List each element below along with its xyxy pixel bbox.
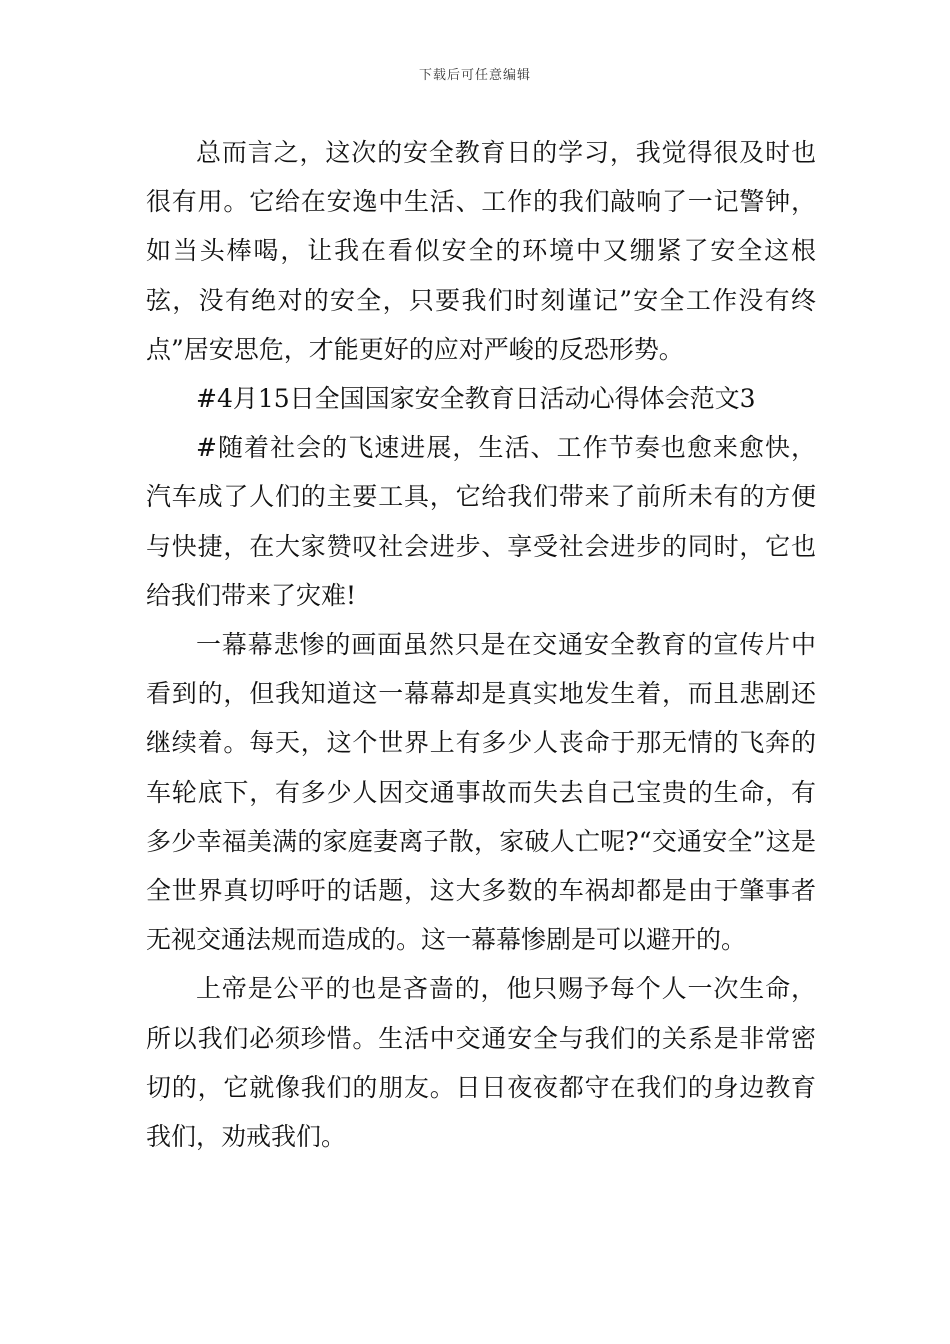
paragraph-traffic-tragedy: 一幕幕悲惨的画面虽然只是在交通安全教育的宣传片中看到的，但我知道这一幕幕却是真实地发生着，而且悲剧还继续着。每天，这个世界上有多少人丧命于那无情的飞奔的车轮底下，有多少人因交通事故而失去自己宝贵的生命，有多少幸福美满的家庭妻离子散，家破人亡呢?“交通安全”这是全世界真切呼吁的话题，这大多数的车祸却都是由于肇事者无视交通法规而造成的。这一幕幕惨剧是可以避开的。 bbox=[146, 630, 816, 955]
paragraph-intro: #随着社会的飞速进展，生活、工作节奏也愈来愈快，汽车成了人们的主要工具，它给我们带来了前所未有的方便与快捷，在大家赞叹社会进步、享受社会进步的同时，它也给我们带来了灾难! bbox=[146, 433, 816, 610]
header-note: 下载后可任意编辑 bbox=[418, 68, 531, 83]
paragraph-cherish-life: 上帝是公平的也是吝啬的，他只赐予每个人一次生命，所以我们必须珍惜。生活中交通安全与我们的关系是非常密切的，它就像我们的朋友。日日夜夜都守在我们的身边教育我们，劝戒我们。 bbox=[146, 974, 816, 1152]
paragraph-conclusion: 总而言之，这次的安全教育日的学习，我觉得很及时也很有用。它给在安逸中生活、工作的我们敲响了一记警钟，如当头棒喝，让我在看似安全的环境中又绷紧了安全这根弦，没有绝对的安全，只要我们时刻谨记”安全工作没有终点”居安思危，才能更好的应对严峻的反恐形势。 bbox=[146, 138, 816, 364]
section-heading: #4月15日全国国家安全教育日活动心得体会范文3 bbox=[196, 384, 756, 414]
document-body bbox=[146, 128, 816, 1161]
